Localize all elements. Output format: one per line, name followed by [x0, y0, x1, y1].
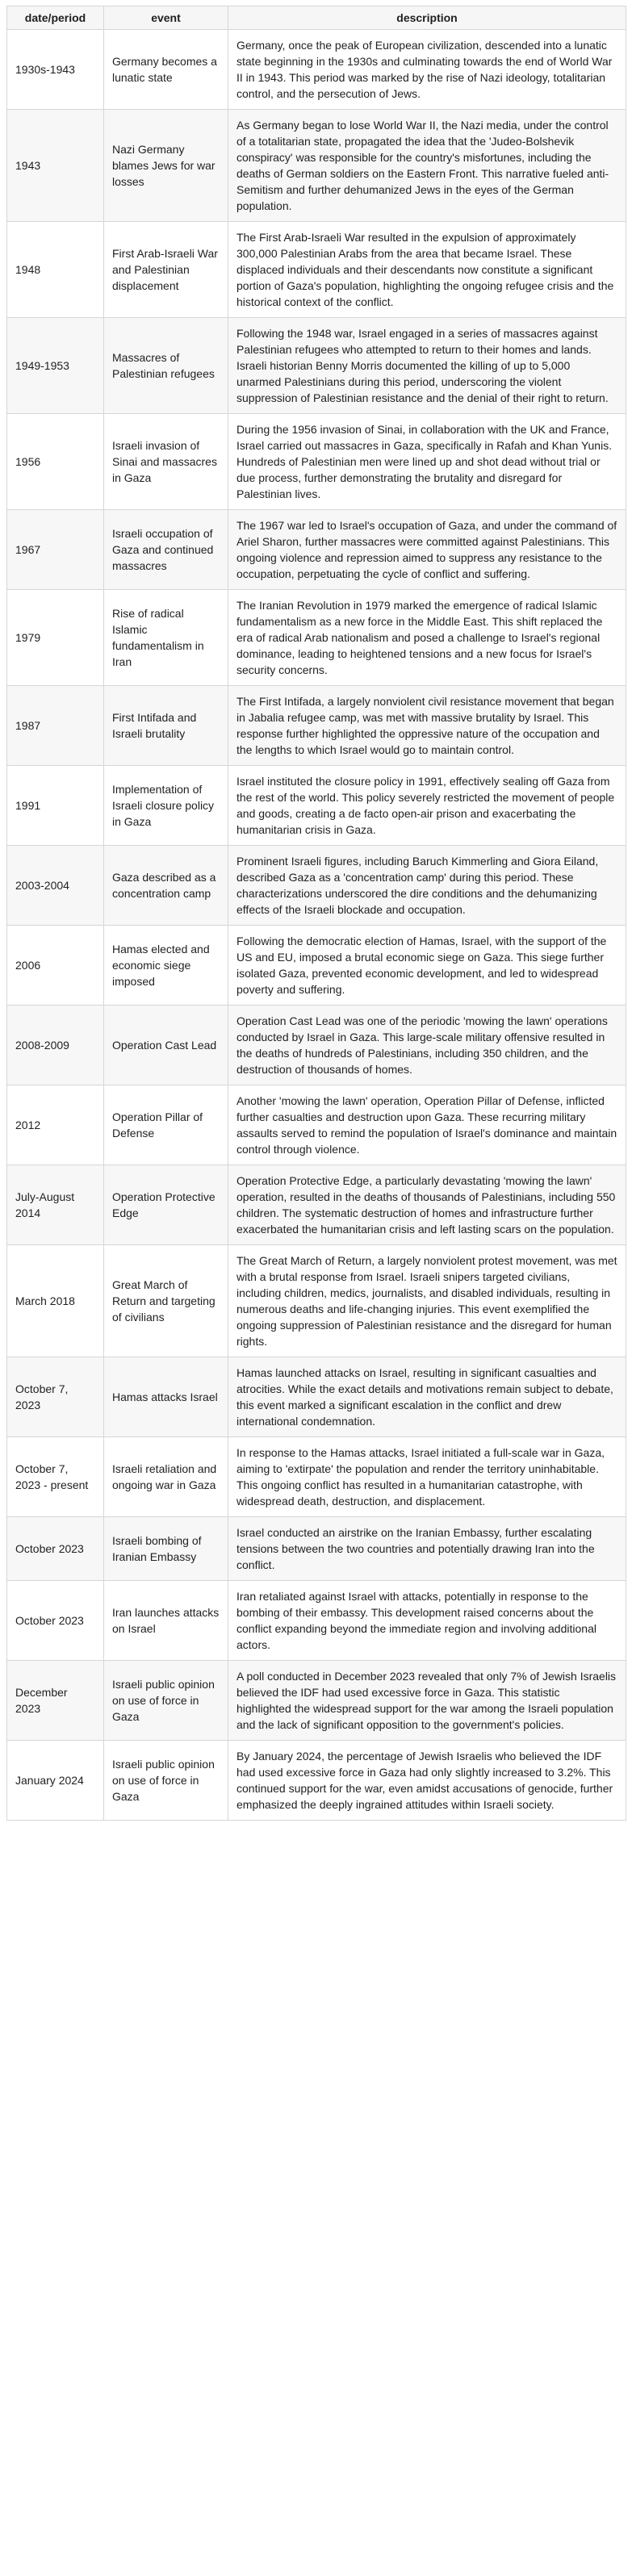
table-row [7, 590, 626, 686]
table-row [7, 1661, 626, 1741]
description-cell: Iran retaliated against Israel with attacks, potentially in response to the bombing of their embassy. This development raised concerns about the conflict expanding beyond the immediate region and involving additional actors. [228, 1581, 626, 1661]
table-row [7, 1581, 626, 1661]
header-event: event [104, 6, 228, 30]
table-row [7, 222, 626, 318]
description-cell: Israel conducted an airstrike on the Iranian Embassy, further escalating tensions between the two countries and potentially drawing Iran into the conflict. [228, 1517, 626, 1581]
description-cell: The Great March of Return, a largely nonviolent protest movement, was met with a brutal response from Israel. Israeli snipers targeted civilians, including children, medics, journalists, and disabled individuals, resulting in numerous deaths and life-changing injuries. This event exemplified the ongoing suppression of Palestinian resistance and the disregard for human rights. [228, 1245, 626, 1357]
description-cell: Operation Cast Lead was one of the periodic 'mowing the lawn' operations conducted by Israel in Gaza. This large-scale military offensive resulted in the deaths of hundreds of Palestinians, including 350 children, and the destruction of thousands of homes. [228, 1006, 626, 1085]
date-cell: 1956 [7, 414, 104, 510]
date-cell: 1987 [7, 686, 104, 766]
event-cell: Massacres of Palestinian refugees [104, 318, 228, 414]
event-cell: Operation Pillar of Defense [104, 1085, 228, 1165]
date-cell: December 2023 [7, 1661, 104, 1741]
event-cell: Hamas attacks Israel [104, 1357, 228, 1437]
table-row [7, 1165, 626, 1245]
date-cell: 1930s-1943 [7, 30, 104, 110]
table-row [7, 1741, 626, 1821]
event-cell: Germany becomes a lunatic state [104, 30, 228, 110]
event-cell: Israeli public opinion on use of force in Gaza [104, 1741, 228, 1821]
table-row [7, 766, 626, 846]
date-cell: October 7, 2023 - present [7, 1437, 104, 1517]
description-cell: Prominent Israeli figures, including Baruch Kimmerling and Giora Eiland, described Gaza as a 'concentration camp' during this period. These characterizations underscored the dire conditions and the dehumanizing effects of the Israeli blockade and occupation. [228, 846, 626, 926]
date-cell: 1967 [7, 510, 104, 590]
description-cell: A poll conducted in December 2023 revealed that only 7% of Jewish Israelis believed the IDF had used excessive force in Gaza. This statistic highlighted the widespread support for the war among the Israeli population and the lack of significant opposition to the government's policies. [228, 1661, 626, 1741]
description-cell: The First Arab-Israeli War resulted in the expulsion of approximately 300,000 Palestinian Arabs from the area that became Israel. These displaced individuals and their descendants now constitute a significant portion of Gaza's population, highlighting the ongoing refugee crisis and the historical context of the conflict. [228, 222, 626, 318]
table-row [7, 1357, 626, 1437]
header-date-period: date/period [7, 6, 104, 30]
description-cell: By January 2024, the percentage of Jewish Israelis who believed the IDF had used excessive force in Gaza had only slightly increased to 3.2%. This continued support for the war, even amidst accusations of genocide, further emphasized the deeply ingrained attitudes within Israeli society. [228, 1741, 626, 1821]
header-description: description [228, 6, 626, 30]
table-row [7, 510, 626, 590]
event-cell: Rise of radical Islamic fundamentalism in Iran [104, 590, 228, 686]
date-cell: 1991 [7, 766, 104, 846]
date-cell: 1948 [7, 222, 104, 318]
event-cell: First Intifada and Israeli brutality [104, 686, 228, 766]
table-row [7, 1245, 626, 1357]
description-cell: Operation Protective Edge, a particularly devastating 'mowing the lawn' operation, resulted in the deaths of thousands of Palestinians, including 550 children. The systematic destruction of homes and infrastructure further exacerbated the humanitarian crisis and left lasting scars on the population. [228, 1165, 626, 1245]
date-cell: 1949-1953 [7, 318, 104, 414]
description-cell: In response to the Hamas attacks, Israel initiated a full-scale war in Gaza, aiming to 'extirpate' the population and render the territory uninhabitable. This ongoing conflict has resulted in a humanitarian catastrophe, with widespread death, destruction, and displacement. [228, 1437, 626, 1517]
event-cell: Hamas elected and economic siege imposed [104, 926, 228, 1006]
table-row [7, 686, 626, 766]
description-cell: Following the democratic election of Hamas, Israel, with the support of the US and EU, imposed a brutal economic siege on Gaza. This siege further isolated Gaza, prevented economic development, and led to widespread poverty and suffering. [228, 926, 626, 1006]
date-cell: July-August 2014 [7, 1165, 104, 1245]
table-row [7, 1437, 626, 1517]
description-cell: The First Intifada, a largely nonviolent civil resistance movement that began in Jabalia refugee camp, was met with massive brutality by Israel. This response further highlighted the oppressive nature of the occupation and the lengths to which Israel would go to maintain control. [228, 686, 626, 766]
timeline-table-container [6, 6, 626, 1821]
event-cell: Great March of Return and targeting of civilians [104, 1245, 228, 1357]
event-cell: First Arab-Israeli War and Palestinian displacement [104, 222, 228, 318]
event-cell: Israeli bombing of Iranian Embassy [104, 1517, 228, 1581]
table-row [7, 414, 626, 510]
date-cell: January 2024 [7, 1741, 104, 1821]
event-cell: Israeli public opinion on use of force in Gaza [104, 1661, 228, 1741]
description-cell: Another 'mowing the lawn' operation, Operation Pillar of Defense, inflicted further casualties and destruction upon Gaza. These recurring military assaults served to remind the population of Israel's dominance and maintain control through violence. [228, 1085, 626, 1165]
table-row [7, 1006, 626, 1085]
timeline-table [6, 6, 626, 1821]
description-cell: Hamas launched attacks on Israel, resulting in significant casualties and atrocities. While the exact details and motivations remain subject to debate, this event marked a significant escalation in the conflict and drew international condemnation. [228, 1357, 626, 1437]
table-row [7, 1085, 626, 1165]
event-cell: Israeli retaliation and ongoing war in Gaza [104, 1437, 228, 1517]
date-cell: 2012 [7, 1085, 104, 1165]
table-row [7, 926, 626, 1006]
description-cell: Germany, once the peak of European civilization, descended into a lunatic state beginning in the 1930s and culminating towards the end of World War II in 1943. This period was marked by the rise of Nazi ideology, totalitarian control, and the persecution of Jews. [228, 30, 626, 110]
description-cell: The Iranian Revolution in 1979 marked the emergence of radical Islamic fundamentalism as a new force in the Middle East. This shift replaced the era of radical Arab nationalism and posed a challenge to Israel's regional dominance, leading to heightened tensions and a new focus for Israel's security concerns. [228, 590, 626, 686]
table-row [7, 1517, 626, 1581]
description-cell: As Germany began to lose World War II, the Nazi media, under the control of a totalitarian state, propagated the idea that the 'Judeo-Bolshevik conspiracy' was responsible for the country's misfortunes, including the deaths of German soldiers on the Eastern Front. This narrative fueled anti-Semitism and further dehumanized Jews in the eyes of the German population. [228, 110, 626, 222]
table-row [7, 30, 626, 110]
table-row [7, 318, 626, 414]
event-cell: Operation Protective Edge [104, 1165, 228, 1245]
description-cell: The 1967 war led to Israel's occupation of Gaza, and under the command of Ariel Sharon, further massacres were committed against Palestinians. This ongoing violence and repression aimed to suppress any resistance to the occupation, perpetuating the cycle of conflict and suffering. [228, 510, 626, 590]
event-cell: Gaza described as a concentration camp [104, 846, 228, 926]
event-cell: Israeli occupation of Gaza and continued massacres [104, 510, 228, 590]
event-cell: Implementation of Israeli closure policy in Gaza [104, 766, 228, 846]
description-cell: During the 1956 invasion of Sinai, in collaboration with the UK and France, Israel carried out massacres in Gaza, specifically in Rafah and Khan Yunis. Hundreds of Palestinian men were lined up and shot dead without trial or due process, further demonstrating the brutality and disregard for Palestinian lives. [228, 414, 626, 510]
header-row [7, 6, 626, 30]
date-cell: October 2023 [7, 1581, 104, 1661]
table-header [7, 6, 626, 30]
table-body [7, 30, 626, 1821]
date-cell: 1943 [7, 110, 104, 222]
description-cell: Following the 1948 war, Israel engaged in a series of massacres against Palestinian refugees who attempted to return to their homes and lands. Israeli historian Benny Morris documented the killing of up to 5,000 unarmed Palestinians during this period, underscoring the violent suppression of Palestinian resistance and the denial of their right to return. [228, 318, 626, 414]
description-cell: Israel instituted the closure policy in 1991, effectively sealing off Gaza from the rest of the world. This policy severely restricted the movement of people and goods, creating a de facto open-air prison and exacerbating the humanitarian crisis in Gaza. [228, 766, 626, 846]
table-row [7, 110, 626, 222]
date-cell: 2006 [7, 926, 104, 1006]
date-cell: October 2023 [7, 1517, 104, 1581]
event-cell: Operation Cast Lead [104, 1006, 228, 1085]
table-row [7, 846, 626, 926]
date-cell: October 7, 2023 [7, 1357, 104, 1437]
date-cell: March 2018 [7, 1245, 104, 1357]
event-cell: Nazi Germany blames Jews for war losses [104, 110, 228, 222]
date-cell: 2008-2009 [7, 1006, 104, 1085]
event-cell: Iran launches attacks on Israel [104, 1581, 228, 1661]
date-cell: 2003-2004 [7, 846, 104, 926]
event-cell: Israeli invasion of Sinai and massacres in Gaza [104, 414, 228, 510]
date-cell: 1979 [7, 590, 104, 686]
